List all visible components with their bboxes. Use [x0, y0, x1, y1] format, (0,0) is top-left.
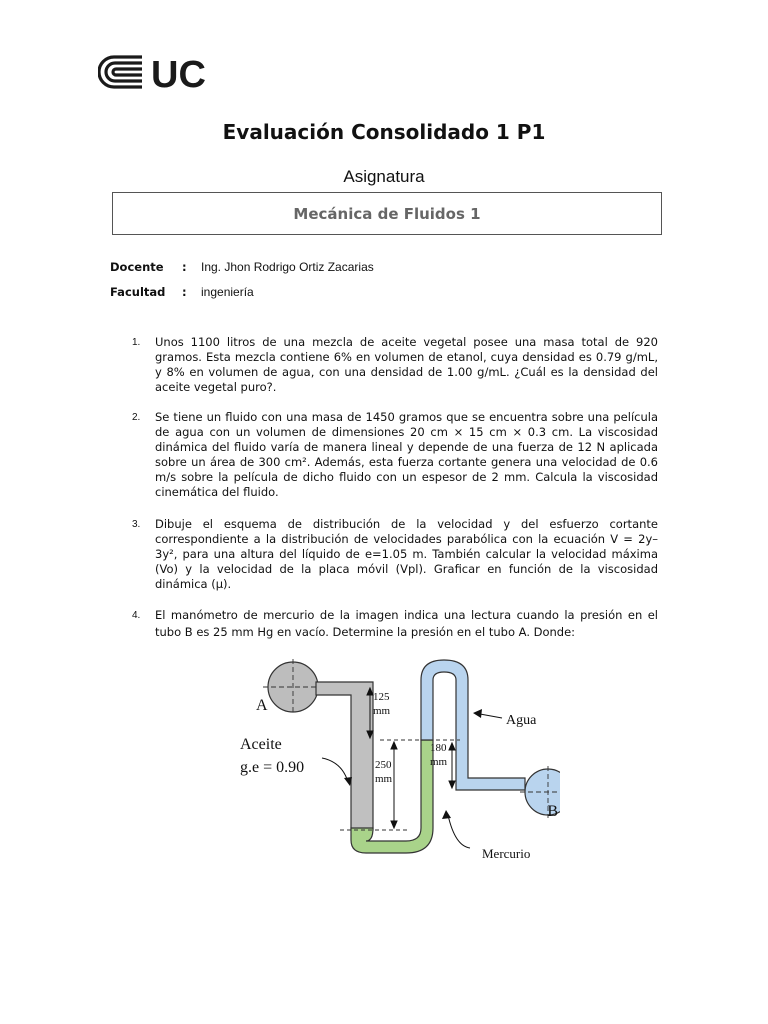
question-text: Unos 1100 litros de una mezcla de aceite vegetal posee una masa total de 920 gramos. Esta mezcla contiene 6% en volumen de etanol, cuya densidad es 0.79 g/mL, y 8% en volumen de agua, con una densidad de 1.00 g/mL. ¿Cuál es la densidad del aceite vegetal puro?.: [155, 335, 658, 394]
oil-leader: [322, 758, 348, 782]
oil-label: Aceite: [240, 736, 282, 753]
mercury-label: Mercurio: [482, 846, 531, 861]
logo-text: UC: [151, 54, 206, 92]
subject-name: Mecánica de Fluidos 1: [293, 204, 481, 223]
question-1: [132, 335, 658, 395]
mercury-leader: [448, 815, 470, 848]
dim-180-unit: mm: [430, 756, 448, 768]
arrow-head: [449, 781, 455, 788]
dim-125-value: 125: [373, 691, 390, 703]
meta-separator: :: [182, 260, 187, 274]
question-text: El manómetro de mercurio de la imagen indica una lectura cuando la presión en el tubo B es 25 mm Hg en vacío. Determine la presión en el tubo A. Donde:: [155, 608, 658, 639]
question-2: [132, 410, 658, 500]
manometer-diagram: [230, 650, 560, 875]
label-a: A: [256, 697, 268, 714]
question-number: 1.: [132, 337, 141, 348]
meta-value: ingeniería: [201, 285, 254, 299]
question-3: [132, 517, 658, 592]
meta-separator: :: [182, 285, 187, 299]
arrow-head: [473, 709, 482, 718]
oil-specific-gravity: g.e = 0.90: [240, 759, 305, 776]
label-b: B: [547, 803, 558, 820]
question-number: 3.: [132, 519, 141, 530]
arrow-head: [391, 821, 397, 828]
dim-250-unit: mm: [375, 773, 393, 785]
water-leader: [480, 714, 502, 718]
question-4: [132, 607, 658, 641]
arrow-head: [391, 742, 397, 749]
water-label: Agua: [506, 713, 537, 728]
meta-value: Ing. Jhon Rodrigo Ortiz Zacarias: [201, 260, 374, 274]
uc-logo-mark: [98, 54, 218, 92]
dim-125-unit: mm: [373, 705, 391, 717]
meta-label: Docente: [110, 260, 164, 274]
question-text: Dibuje el esquema de distribución de la velocidad y del esfuerzo cortante correspondiente a la distribución de velocidades parabólica con la ecuación V = 2y– 3y², para una altura del líquido de e=1.05 m. También calcular la velocidad máxima (Vo) y la velocidad de la placa móvil (Vpl). Graficar en función de la viscosidad dinámica (µ).: [155, 517, 658, 591]
subject-box: [112, 192, 662, 235]
subject-label: Asignatura: [343, 167, 425, 186]
question-number: 4.: [132, 610, 141, 621]
arrow-head: [442, 810, 451, 819]
oil-column: [316, 682, 373, 830]
meta-label: Facultad: [110, 285, 166, 299]
dim-250-value: 250: [375, 759, 392, 771]
page-title: Evaluación Consolidado 1 P1: [222, 120, 546, 144]
question-text: Se tiene un fluido con una masa de 1450 gramos que se encuentra sobre una película de agua con un volumen de dimensiones 20 cm × 15 cm × 0.3 cm. La viscosidad dinámica del fluido varía de manera lineal y depende de una fuerza de 12 N aplicada sobre un área de 300 cm². Además, esta fuerza cortante genera una velocidad de 0.6 m/s sobre la película de dicho fluido con un espesor de 2 mm. Calcula la viscosidad cinemática del fluido.: [155, 410, 658, 499]
dim-180-value: 180: [430, 742, 447, 754]
uc-logo: [98, 54, 218, 92]
arrow-head: [449, 743, 455, 750]
question-number: 2.: [132, 412, 141, 423]
